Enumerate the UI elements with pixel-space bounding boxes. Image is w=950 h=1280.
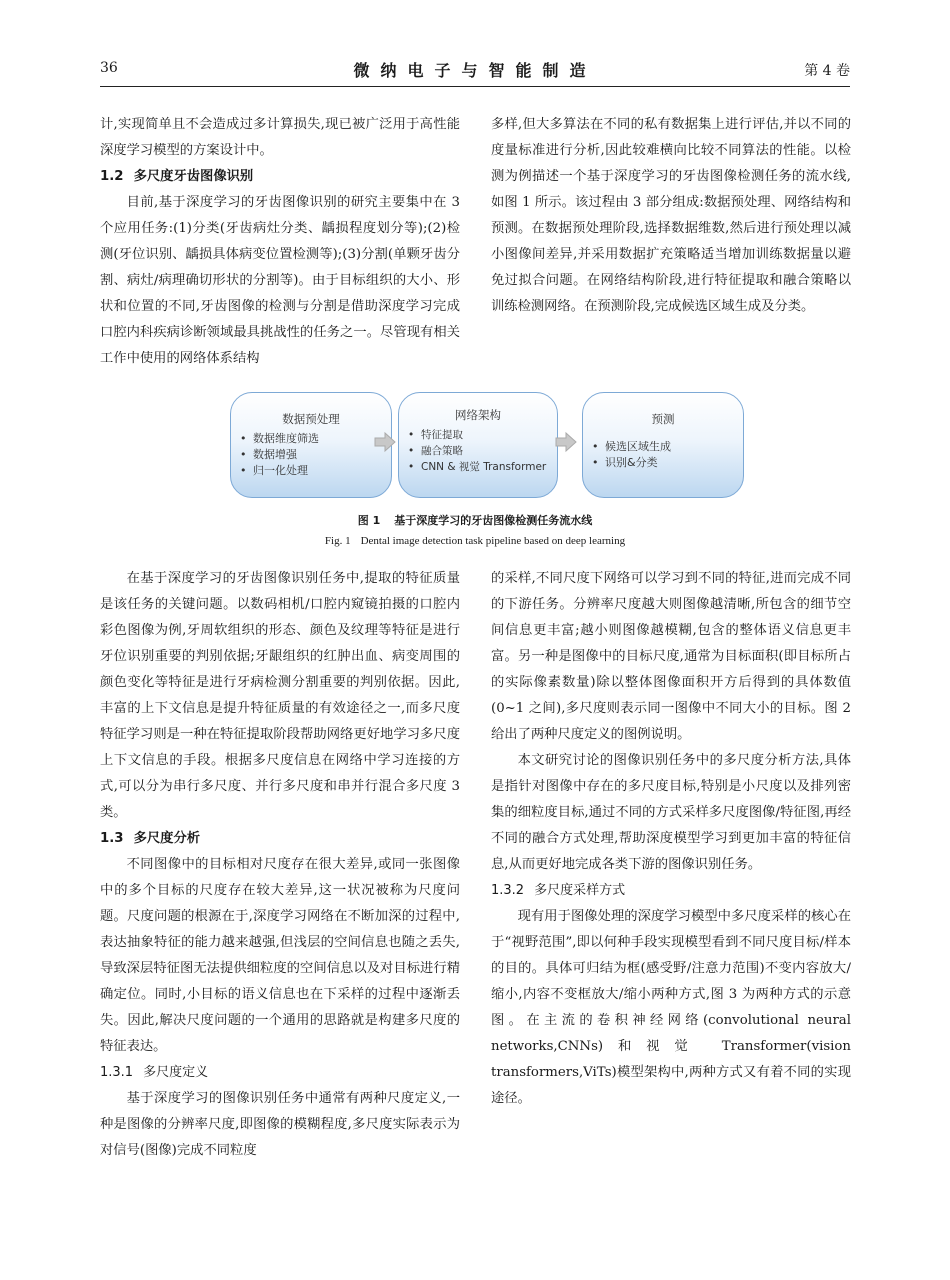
right-arrow-icon (374, 431, 396, 453)
box-item: • 数据增强 (253, 447, 391, 463)
section-title: 多尺度分析 (133, 831, 201, 846)
section-heading-1-3-2 (491, 878, 851, 904)
section-heading-1-3-1 (100, 1060, 460, 1086)
journal-title: 微纳电子与智能制造 (353, 61, 597, 80)
box-list (231, 431, 391, 479)
section-number: 1.2 (100, 169, 124, 184)
figure-caption-en (100, 535, 850, 547)
section-number: 1.3.1 (100, 1065, 134, 1080)
section-title: 多尺度定义 (143, 1065, 209, 1080)
box-list (583, 439, 743, 471)
section-heading-1-3 (100, 826, 460, 852)
figure-caption-cn (100, 512, 850, 528)
box-item: • 归一化处理 (253, 463, 391, 479)
box-item: • 数据维度筛选 (253, 431, 391, 447)
figure-caption-text: 基于深度学习的牙齿图像检测任务流水线 (394, 514, 593, 527)
box-item: • 融合策略 (421, 443, 557, 459)
box-list (399, 427, 557, 475)
header-rule (100, 86, 850, 87)
figure-caption-text: Dental image detection task pipeline based on deep learning (360, 535, 626, 547)
paragraph-continued: 的采样,不同尺度下网络可以学习到不同的特征,进而完成不同的下游任务。分辨率尺度越大则图像越清晰,所包含的细节空间信息更丰富;越小则图像越模糊,包含的整体语义信息更丰富。另一种是图像中的目标尺度,通常为目标面积(即目标所占的实际像素数量)除以整体图像面积开方后得到的具体数值(0~1 之间),多尺度则表示同一图像中不同大小的目标。图 2 给出了两种尺度定义的图例说明。 (491, 571, 851, 742)
box-item: • 特征提取 (421, 427, 557, 443)
box-title: 数据预处理 (282, 412, 340, 426)
page-number: 36 (100, 60, 118, 76)
paragraph-continued: 计,实现简单且不会造成过多计算损失,现已被广泛用于高性能深度学习模型的方案设计中。 (100, 117, 460, 158)
box-title: 网络架构 (455, 408, 501, 422)
paragraph: 目前,基于深度学习的牙齿图像识别的研究主要集中在 3 个应用任务:(1)分类(牙齿病灶分类、龋损程度划分等);(2)检测(牙位识别、龋损具体病变位置检测等);(3)分割(单颗牙齿分割、病灶/病理确切形状的分割等)。由于目标组织的大小、形状和位置的不同,牙齿图像的检测与分割是借助深度学习完成口腔内科疾病诊断领域最具挑战性的任务之一。尽管现有相关工作中使用的网络体系结构 (100, 195, 460, 366)
figure-label: Fig. 1 (324, 535, 351, 547)
section-title: 多尺度采样方式 (534, 883, 626, 898)
box-title: 预测 (651, 412, 675, 426)
section-heading-1-2 (100, 164, 460, 190)
figure-label: 图 1 (357, 514, 381, 527)
text-column-top-left (100, 112, 460, 372)
paragraph-continued: 多样,但大多算法在不同的私有数据集上进行评估,并以不同的度量标准进行分析,因此较难横向比较不同算法的性能。以检测为例描述一个基于深度学习的牙齿图像检测任务的流水线,如图 1 所示。该过程由 3 部分组成:数据预处理、网络结构和预测。在数据预处理阶段,选择数据维数,然后进行预处理以减小图像间差异,并采用数据扩充策略适当增加训练数据量以避免过拟合问题。在网络结构阶段,进行特征提取和融合策略以训练检测网络。在预测阶段,完成候选区域生成及分类。 (491, 117, 851, 314)
box-item: • CNN & 视觉 Transformer (421, 459, 557, 475)
text-column-bottom-left (100, 566, 460, 1164)
paragraph: 在基于深度学习的牙齿图像识别任务中,提取的特征质量是该任务的关键问题。以数码相机/口腔内窥镜拍摄的口腔内彩色图像为例,牙周软组织的形态、颜色及纹理等特征是进行牙位识别重要的判别依据;牙龈组织的红肿出血、病变周围的颜色变化等特征是进行牙病检测分割重要的判别依据。因此,丰富的上下文信息是提升特征质量的有效途径之一,而多尺度特征学习则是一种在特征提取阶段帮助网络更好地学习多尺度上下文信息的手段。根据多尺度信息在网络中学习连接的方式,可以分为串行多尺度、并行多尺度和串并行混合多尺度 3 类。 (100, 571, 460, 820)
running-header (100, 58, 850, 84)
paragraph: 本文研究讨论的图像识别任务中的多尺度分析方法,具体是指针对图像中存在的多尺度目标,特别是小尺度以及排列密集的细粒度目标,通过不同的方式采样多尺度图像/特征图,再经不同的融合方式处理,帮助深度模型学习到更加丰富的特征信息,从而更好地完成各类下游的图像识别任务。 (491, 753, 851, 872)
text-column-bottom-right (491, 566, 851, 1112)
section-number: 1.3 (100, 831, 124, 846)
section-number: 1.3.2 (491, 883, 525, 898)
text-column-top-right (491, 112, 851, 320)
section-title: 多尺度牙齿图像识别 (133, 169, 254, 184)
paragraph: 不同图像中的目标相对尺度存在很大差异,或同一张图像中的多个目标的尺度存在较大差异,这一状况被称为尺度问题。尺度问题的根源在于,深度学习网络在不断加深的过程中,表达抽象特征的能力越来越强,但浅层的空间信息也随之丢失,导致深层特征图无法提供细粒度的空间信息以及对目标进行精确定位。同时,小目标的语义信息也在下采样的过程中逐渐丢失。因此,解决尺度问题的一个通用的思路就是构建多尺度的特征表达。 (100, 857, 460, 1054)
pipeline-box-network (398, 392, 558, 498)
paragraph: 基于深度学习的图像识别任务中通常有两种尺度定义,一种是图像的分辨率尺度,即图像的模糊程度,多尺度实际表示为对信号(图像)完成不同粒度 (100, 1091, 460, 1158)
right-arrow-icon (555, 431, 577, 453)
box-item: • 候选区域生成 (605, 439, 743, 455)
volume-label: 第 4 卷 (804, 63, 850, 79)
figure-1-pipeline (210, 392, 750, 498)
box-item: • 识别&分类 (605, 455, 743, 471)
paragraph: 现有用于图像处理的深度学习模型中多尺度采样的核心在于“视野范围”,即以何种手段实现模型看到不同尺度目标/样本的目的。具体可归结为框(感受野/注意力范围)不变内容放大/缩小,内容不变框放大/缩小两种方式,图 3 为两种方式的示意图。在主流的卷积神经网络(convolutional neural networks,CNNs)和视觉 Transformer(vision transformers,ViTs)模型架构中,两种方式又有着不同的实现途径。 (491, 909, 851, 1106)
pipeline-box-preprocessing (230, 392, 392, 498)
pipeline-box-prediction (582, 392, 744, 498)
